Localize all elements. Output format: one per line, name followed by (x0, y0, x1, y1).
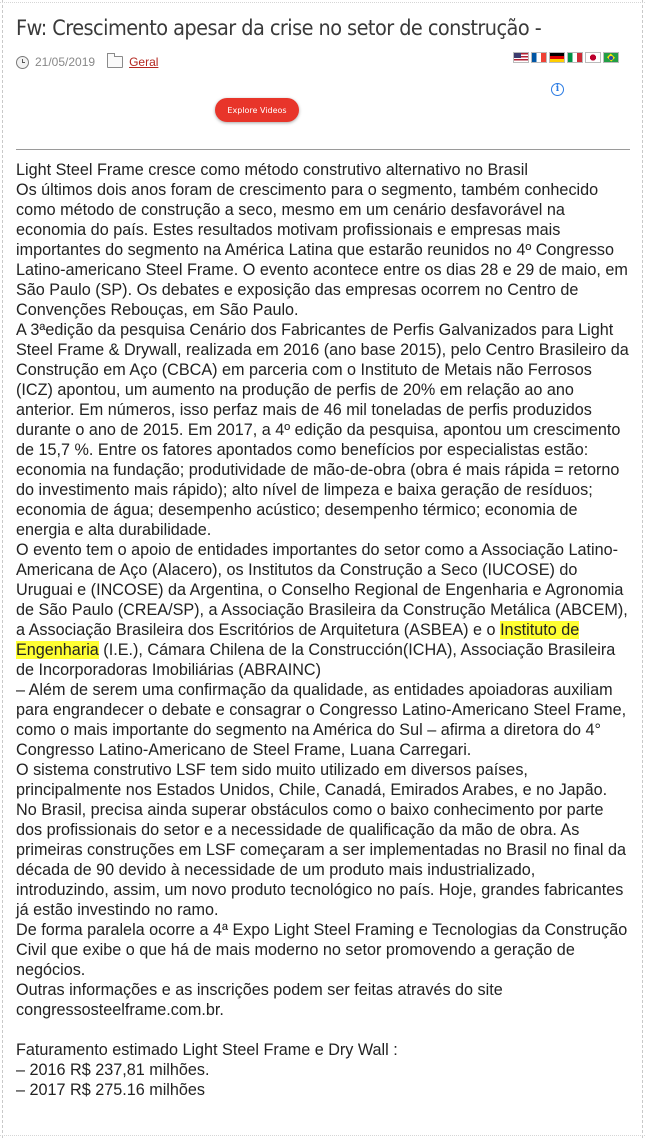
article-paragraph: A 3ªedição da pesquisa Cenário dos Fabricantes de Perfis Galvanizados para Light Steel Frame & Drywall, realizada em 2016 (ano base 2015), pelo Centro Brasileiro da Construção em Aço (CBCA) em parceria com o Instituto de Metais não Ferrosos (ICZ) apontou, um aumento na produção de perfis de 20% em relação ao ano anterior. Em números, isso perfaz mais de 46 mil toneladas de perfis produzidos durante o ano de 2015. Em 2017, a 4º edição da pesquisa, apontou um crescimento de 15,7 %. Entre os fatores apontados como benefícios por especialistas estão: economia na fundação; produtividade de mão-de-obra (obra é mais rápida = retorno do investimento mais rápido); alto nível de limpeza e baixa geração de resíduos; economia de água; desempenho acústico; desempenho térmico; economia de energia e alta durabilidade. (16, 321, 629, 539)
revenue-title: Faturamento estimado Light Steel Frame e Dry Wall : (16, 1041, 398, 1059)
flag-ja-icon[interactable] (585, 52, 601, 63)
paragraph-text: (I.E.), Cámara Chilena de la Construcción(ICHA), Associação Brasileira de Incorporadoras Imobiliárias (ABRAINC) (16, 641, 616, 679)
post-category-link[interactable]: Geral (129, 55, 159, 69)
page-border-top (0, 2, 645, 3)
page-border-left (2, 0, 3, 1138)
paragraph-text: O evento tem o apoio de entidades importantes do setor como a Associação Latino-Americana de Aço (Alacero), os Institutos da Construção a Seco (IUCOSE) do Uruguai e (INCOSE) da Argentina, o Conselho Regional de Engenharia e Agronomia de São Paulo (CREA/SP), a Associação Brasileira da Construção Metálica (ABCEM), a Associação Brasileira dos Escritórios de Arquitetura (ASBEA) e o (16, 541, 628, 639)
flag-fr-icon[interactable] (531, 52, 547, 63)
flag-it-icon[interactable] (567, 52, 583, 63)
article-paragraph: De forma paralela ocorre a 4ª Expo Light Steel Framing e Tecnologias da Construção Civil que exibe o que há de mais moderno no setor promovendo a geração de negócios. (16, 921, 628, 979)
article-paragraph: Light Steel Frame cresce como método construtivo alternativo no Brasil (16, 161, 528, 179)
revenue-line: – 2016 R$ 237,81 milhões. (16, 1061, 210, 1079)
flag-en-icon[interactable] (513, 52, 529, 63)
revenue-line: – 2017 R$ 275.16 milhões (16, 1081, 205, 1099)
content-divider (16, 149, 630, 150)
page-border-bottom (0, 1135, 645, 1136)
ad-info-icon[interactable]: i (551, 83, 564, 96)
folder-icon (107, 56, 123, 68)
clock-icon (16, 56, 29, 69)
language-selector (513, 52, 619, 63)
post-meta (16, 54, 158, 70)
article-paragraph: Outras informações e as inscrições podem ser feitas através do site congressosteelframe.com.br. (16, 981, 503, 1019)
highlighted-text: Instituto de Engenharia (16, 621, 580, 659)
post-title: Fw: Crescimento apesar da crise no setor de construção - (16, 16, 542, 40)
article-paragraph (16, 540, 630, 680)
article-paragraph: Os últimos dois anos foram de crescimento para o segmento, também conhecido como método de construção a seco, mesmo em um cenário desfavorável na economia do país. Estes resultados motivam profissionais e empresas mais importantes do segmento na América Latina que estarão reunidos no 4º Congresso Latino-americano Steel Frame. O evento acontece entre os dias 28 e 29 de maio, em São Paulo (SP). Os debates e exposição das empresas ocorrem no Centro de Convenções Rebouças, em São Paulo. (16, 181, 628, 319)
page-border-right (642, 0, 643, 1138)
article-body (16, 160, 630, 1100)
flag-de-icon[interactable] (549, 52, 565, 63)
explore-videos-button[interactable]: Explore Videos (215, 98, 299, 122)
flag-pt-icon[interactable] (603, 52, 619, 63)
article-paragraph: – Além de serem uma confirmação da qualidade, as entidades apoiadoras auxiliam para engrandecer o debate e consagrar o Congresso Latino-Americano Steel Frame, como o mais importante do segmento na América do Sul – afirma a diretora do 4° Congresso Latino-Americano de Steel Frame, Luana Carregari. (16, 681, 627, 759)
article-paragraph: O sistema construtivo LSF tem sido muito utilizado em diversos países, principalmente nos Estados Unidos, Chile, Canadá, Emirados Arabes, e no Japão. No Brasil, precisa ainda superar obstáculos como o baixo conhecimento por parte dos profissionais do setor e a necessidade de qualificação da mão de obra. As primeiras construções em LSF começaram a ser implementadas no Brasil no final da década de 90 devido à necessidade de um produto mais industrializado, introduzindo, assim, um novo produto tecnológico no país. Hoje, grandes fabricantes já estão investindo no ramo. (16, 761, 626, 919)
spacer (16, 1020, 630, 1040)
post-date: 21/05/2019 (35, 55, 96, 69)
